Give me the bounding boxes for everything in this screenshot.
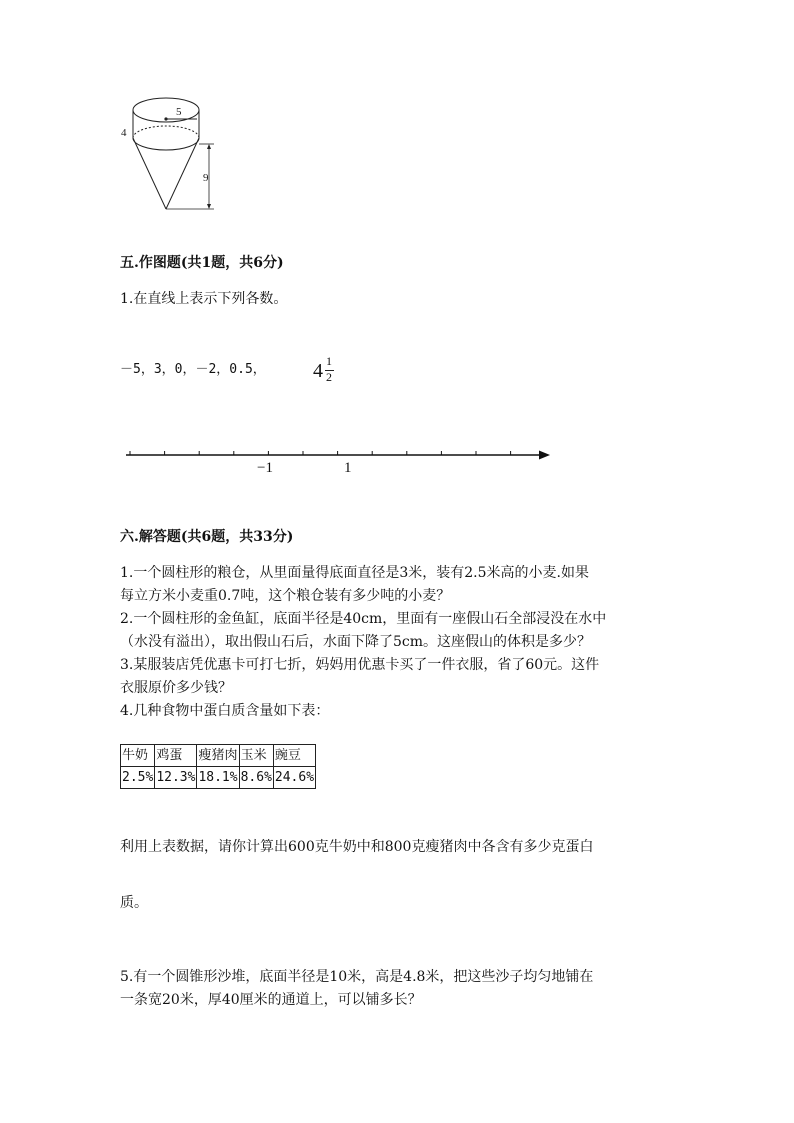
section5-question-1: 1.在直线上表示下列各数。 xyxy=(120,291,288,307)
cylinder-cone-figure xyxy=(112,92,222,216)
table-header-row xyxy=(121,745,316,767)
table-header-cell: 瘦猪肉 xyxy=(197,745,239,767)
table-cell: 18.1% xyxy=(197,767,239,789)
table-header-cell: 玉米 xyxy=(239,745,273,767)
q1-line-1: 1.一个圆柱形的粮仓，从里面量得底面直径是3米，装有2.5米高的小麦.如果 xyxy=(120,565,589,581)
q4-question-line-1: 利用上表数据，请你计算出600克牛奶中和800克瘦猪肉中各含有多少克蛋白 xyxy=(120,839,594,855)
protein-table xyxy=(120,744,316,789)
table-header-cell: 牛奶 xyxy=(121,745,155,767)
axis-label-one: 1 xyxy=(344,460,352,476)
numbers-list: －5，3，0，－2，0.5， xyxy=(120,362,266,377)
q5-line-1: 5.有一个圆锥形沙堆，底面半径是10米，高是4.8米，把这些沙子均匀地铺在 xyxy=(120,969,594,985)
q4-line-1: 4.几种食物中蛋白质含量如下表： xyxy=(120,703,330,719)
q4-question-line-2: 质。 xyxy=(120,895,148,911)
q5-line-2: 一条宽20米，厚40厘米的通道上，可以铺多长？ xyxy=(120,992,422,1008)
table-cell: 8.6% xyxy=(239,767,273,789)
radius-label: 5 xyxy=(176,106,182,118)
table-header-cell: 鸡蛋 xyxy=(155,745,197,767)
table-row xyxy=(121,767,316,789)
mixed-number-whole: 4 xyxy=(313,360,323,382)
axis-label-minus-one: −1 xyxy=(257,460,273,476)
number-line xyxy=(124,446,554,476)
q3-line-1: 3.某服装店凭优惠卡可打七折，妈妈用优惠卡买了一件衣服，省了60元。这件 xyxy=(120,657,600,673)
q2-line-2: （水没有溢出），取出假山石后，水面下降了5cm。这座假山的体积是多少？ xyxy=(120,634,592,650)
table-cell: 2.5% xyxy=(121,767,155,789)
mixed-number-numerator: 1 xyxy=(326,354,332,368)
mixed-number-denominator: 2 xyxy=(326,370,332,384)
cone-height-label: 9 xyxy=(203,172,209,184)
q1-line-2: 每立方米小麦重0.7吨，这个粮仓装有多少吨的小麦？ xyxy=(120,588,451,604)
section6-title: 六.解答题(共6题，共33分) xyxy=(120,529,294,545)
q3-line-2: 衣服原价多少钱？ xyxy=(120,680,232,696)
table-cell: 24.6% xyxy=(273,767,315,789)
section5-title: 五.作图题(共1题，共6分) xyxy=(120,255,284,271)
cylinder-height-label: 4 xyxy=(121,127,127,139)
table-cell: 12.3% xyxy=(155,767,197,789)
q2-line-1: 2.一个圆柱形的金鱼缸，底面半径是40cm，里面有一座假山石全部浸没在水中 xyxy=(120,611,607,627)
table-header-cell: 豌豆 xyxy=(273,745,315,767)
